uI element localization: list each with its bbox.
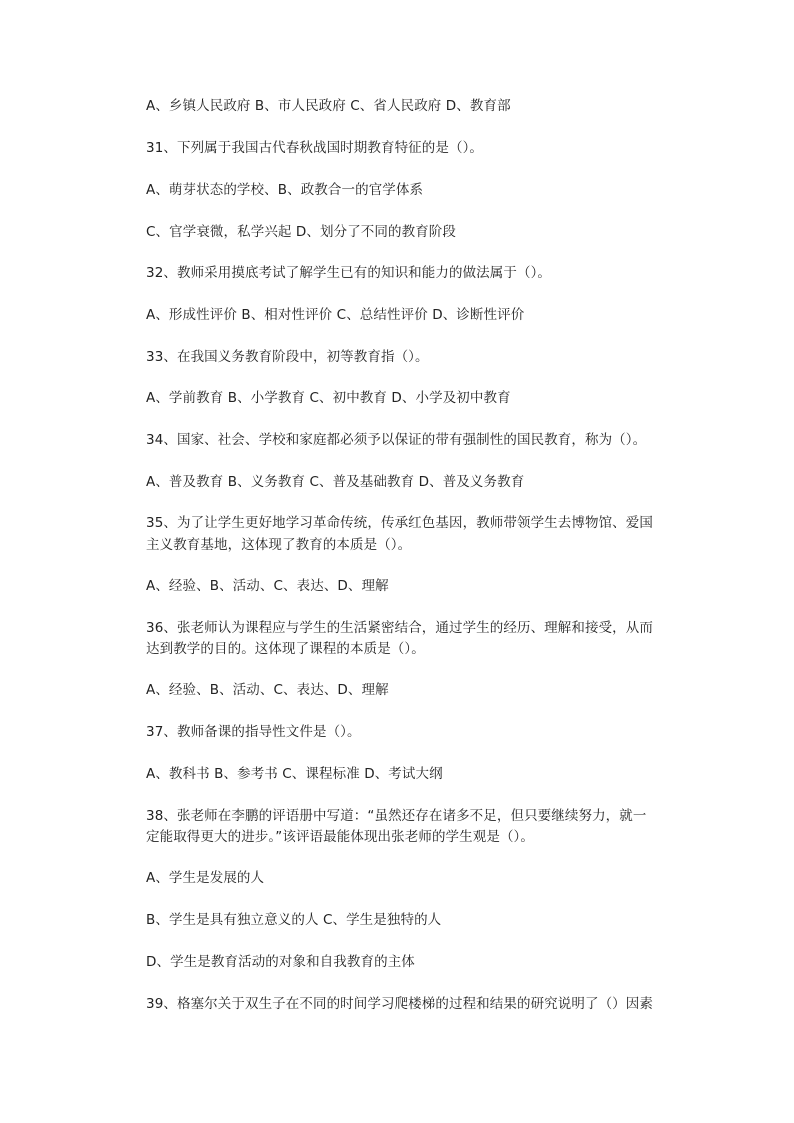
q37-stem: 37、教师备课的指导性文件是（）。 xyxy=(146,724,361,740)
q38-stem-line1: 38、张老师在李鹏的评语册中写道：“虽然还存在诸多不足，但只要继续努力，就一 xyxy=(146,808,647,824)
q31-options-cd: C、官学衰微，私学兴起 D、划分了不同的教育阶段 xyxy=(146,224,457,240)
q30-options: A、乡镇人民政府 B、市人民政府 C、省人民政府 D、教育部 xyxy=(146,98,511,114)
q31-options-ab: A、萌芽状态的学校、B、政教合一的官学体系 xyxy=(146,182,424,198)
q35-options: A、经验、B、活动、C、表达、D、理解 xyxy=(146,578,389,594)
q37-options: A、教科书 B、参考书 C、课程标准 D、考试大纲 xyxy=(146,766,443,782)
q36-stem-line2: 达到教学的目的。这体现了课程的本质是（）。 xyxy=(146,641,425,657)
q32-stem: 32、教师采用摸底考试了解学生已有的知识和能力的做法属于（）。 xyxy=(146,265,552,281)
q33-options: A、学前教育 B、小学教育 C、初中教育 D、小学及初中教育 xyxy=(146,390,511,406)
q35-stem-line2: 主义教育基地，这体现了教育的本质是（）。 xyxy=(146,537,412,553)
q35-stem-line1: 35、为了让学生更好地学习革命传统，传承红色基因，教师带领学生去博物馆、爱国 xyxy=(146,515,653,531)
q34-stem: 34、国家、社会、学校和家庭都必须予以保证的带有强制性的国民教育，称为（）。 xyxy=(146,432,647,448)
q32-options: A、形成性评价 B、相对性评价 C、总结性评价 D、诊断性评价 xyxy=(146,307,525,323)
q36-options: A、经验、B、活动、C、表达、D、理解 xyxy=(146,682,389,698)
q38-options-bc: B、学生是具有独立意义的人 C、学生是独特的人 xyxy=(146,912,442,928)
q38-option-d: D、学生是教育活动的对象和自我教育的主体 xyxy=(146,954,415,970)
q38-stem-line2: 定能取得更大的进步。”该评语最能体现出张老师的学生观是（）。 xyxy=(146,829,534,845)
q36-stem-line1: 36、张老师认为课程应与学生的生活紧密结合，通过学生的经历、理解和接受，从而 xyxy=(146,620,653,636)
q38-option-a: A、学生是发展的人 xyxy=(146,870,265,886)
q31-stem: 31、下列属于我国古代春秋战国时期教育特征的是（）。 xyxy=(146,140,484,156)
q39-stem: 39、格塞尔关于双生子在不同的时间学习爬楼梯的过程和结果的研究说明了（）因素 xyxy=(146,996,653,1012)
q33-stem: 33、在我国义务教育阶段中，初等教育指（）。 xyxy=(146,349,429,365)
q34-options: A、普及教育 B、义务教育 C、普及基础教育 D、普及义务教育 xyxy=(146,474,525,490)
